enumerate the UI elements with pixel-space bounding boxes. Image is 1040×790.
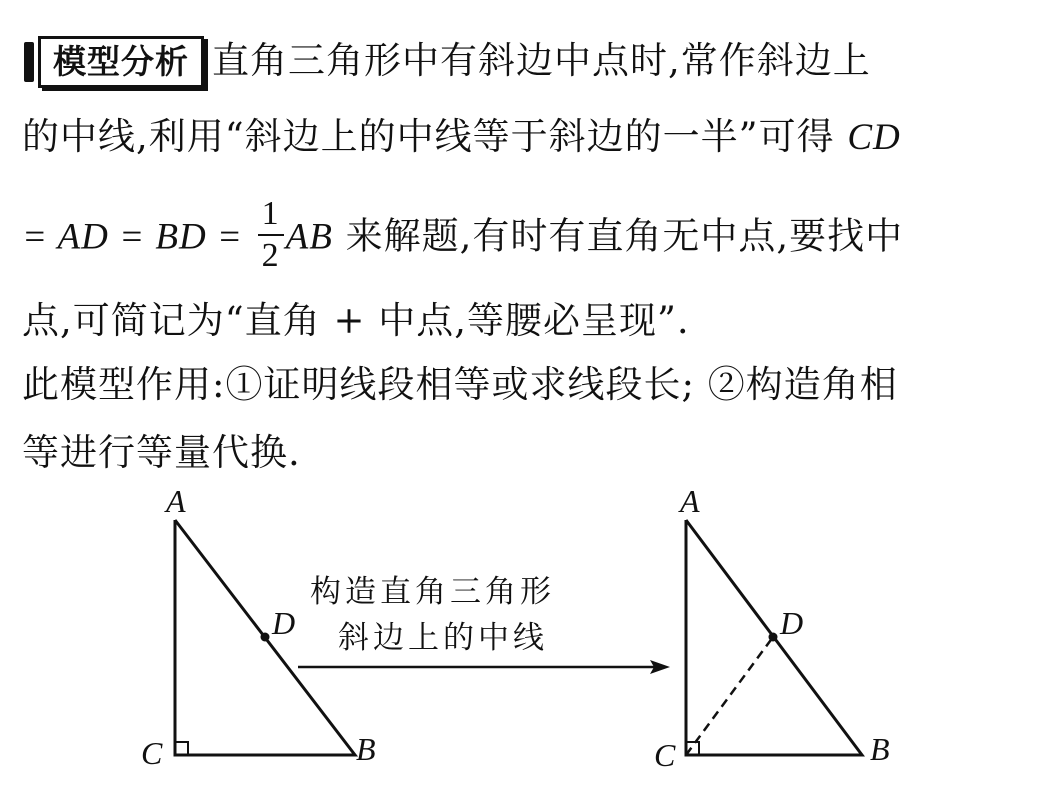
left-label-a: A (166, 483, 186, 519)
line2-text: 的中线,利用“斜边上的中线等于斜边的一半”可得 (22, 115, 835, 158)
geometry-figure (0, 470, 1040, 790)
right-label-c: C (654, 737, 676, 773)
badge-marker-icon (24, 42, 34, 82)
fraction-numerator: 1 (258, 194, 284, 236)
transform-arrow (298, 574, 670, 674)
fraction-one-half (258, 194, 284, 276)
right-label-d: D (780, 605, 804, 641)
right-triangle (654, 483, 890, 773)
equation-end: AB (285, 216, 333, 258)
fraction-denominator: 2 (261, 237, 280, 274)
median-cd-dashed (686, 637, 773, 755)
arrow-caption-line2: 斜边上的中线 (338, 620, 548, 656)
text-line-2 (22, 106, 901, 160)
line2-math: CD (847, 117, 901, 158)
left-label-d: D (272, 605, 296, 641)
left-label-b: B (356, 731, 376, 767)
left-right-angle-mark (175, 742, 188, 755)
right-midpoint-dot (769, 633, 778, 642)
left-label-c: C (141, 735, 163, 771)
model-analysis-badge (22, 36, 204, 88)
equation-start: = AD = BD = (22, 216, 243, 258)
text-line-4: 点,可简记为“直角 + 中点,等腰必呈现”. (22, 299, 690, 342)
line1-text: 直角三角形中有斜边中点时,常作斜边上 (212, 39, 871, 82)
text-line-6: 等进行等量代换. (22, 431, 301, 474)
line3-text: 来解题,有时有直角无中点,要找中 (345, 214, 904, 258)
badge-label: 模型分析 (38, 36, 204, 88)
right-label-b: B (870, 731, 890, 767)
left-midpoint-dot (261, 633, 270, 642)
text-line-1 (22, 30, 871, 88)
text-line-5: 此模型作用:①证明线段相等或求线段长; ②构造角相 (22, 363, 898, 406)
arrow-caption-line1: 构造直角三角形 (310, 574, 555, 610)
text-line-3 (22, 195, 904, 280)
right-label-a: A (680, 483, 700, 519)
